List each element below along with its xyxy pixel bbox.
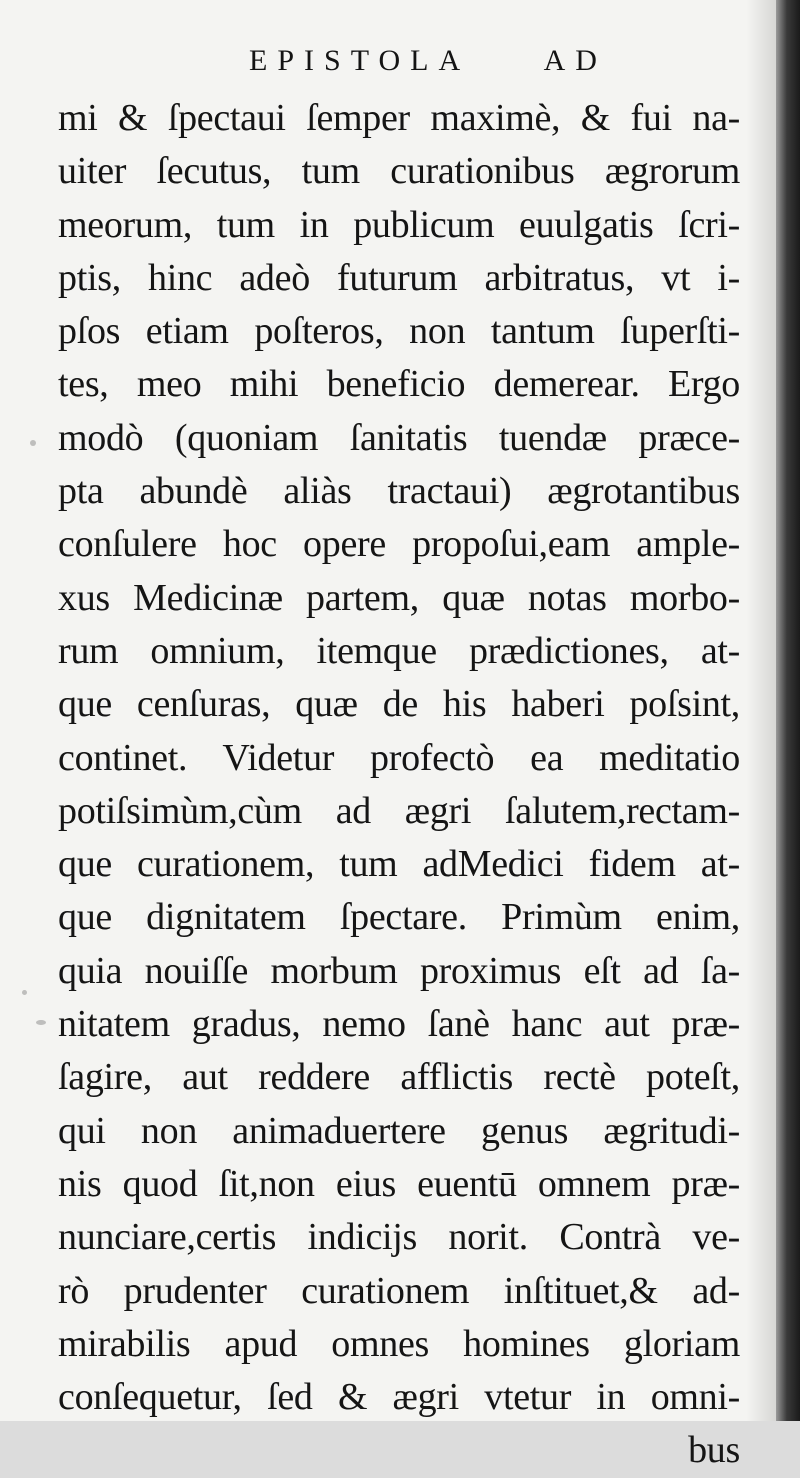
text-line: ptis, hinc adeò futurum arbitratus, vt i- <box>58 256 740 299</box>
text-line: uiter ſecutus, tum curationibus ægrorum <box>58 150 740 193</box>
text-line: potiſsimùm,cùm ad ægri ſalutem,rectam- <box>58 789 740 832</box>
text-line: quia nouiſſe morbum proximus eſt ad ſa- <box>58 949 740 992</box>
body-text <box>58 92 740 1478</box>
text-line: rò prudenter curationem inſtituet,& ad- <box>58 1269 740 1312</box>
text-line: pta abundè aliàs tractaui) ægrotantibus <box>58 470 740 513</box>
text-line: ſagire, aut reddere afflictis rectè poteſt, <box>58 1056 740 1099</box>
text-line: modò (quoniam ſanitatis tuendæ præce- <box>58 416 740 459</box>
text-line: mirabilis apud omnes homines gloriam <box>58 1322 740 1365</box>
paper-speck <box>22 990 27 995</box>
paper-speck <box>30 440 36 446</box>
text-line: rum omnium, itemque prædictiones, at- <box>58 629 740 672</box>
running-head <box>0 44 776 78</box>
text-line: tes, meo mihi beneficio demerear. Ergo <box>58 363 740 406</box>
text-line: meorum, tum in publicum euulgatis ſcri- <box>58 203 740 246</box>
text-line: pſos etiam poſteros, non tantum ſuperſti- <box>58 310 740 353</box>
text-line: mi & ſpectaui ſemper maximè, & fui na- <box>58 97 740 139</box>
running-head-right: AD <box>543 44 607 77</box>
text-line: nitatem gradus, nemo ſanè hanc aut præ- <box>58 1003 740 1046</box>
text-line: qui non animaduertere genus ægritudi- <box>58 1109 740 1152</box>
text-line: nis quod ſit,non eius euentū omnem præ- <box>58 1162 740 1205</box>
text-line: conſulere hoc opere propoſui,eam ample- <box>58 523 740 566</box>
page-binding-edge <box>776 0 800 1421</box>
text-line: nunciare,certis indicijs norit. Contrà ve- <box>58 1216 740 1259</box>
text-line: conſequetur, ſed & ægri vtetur in omni- <box>58 1376 740 1419</box>
running-head-left: EPISTOLA <box>249 44 471 77</box>
paper-speck <box>36 1020 46 1025</box>
text-line: continet. Videtur profectò ea meditatio <box>58 736 740 779</box>
text-line: que curationem, tum adMedici fidem at- <box>58 843 740 886</box>
text-line: xus Medicinæ partem, quæ notas morbo- <box>58 576 740 619</box>
catchword: bus <box>688 1429 740 1472</box>
text-line: que cenſuras, quæ de his haberi poſsint, <box>58 683 740 726</box>
binding-shadow <box>746 0 776 1421</box>
text-line: que dignitatem ſpectare. Primùm enim, <box>58 896 740 939</box>
